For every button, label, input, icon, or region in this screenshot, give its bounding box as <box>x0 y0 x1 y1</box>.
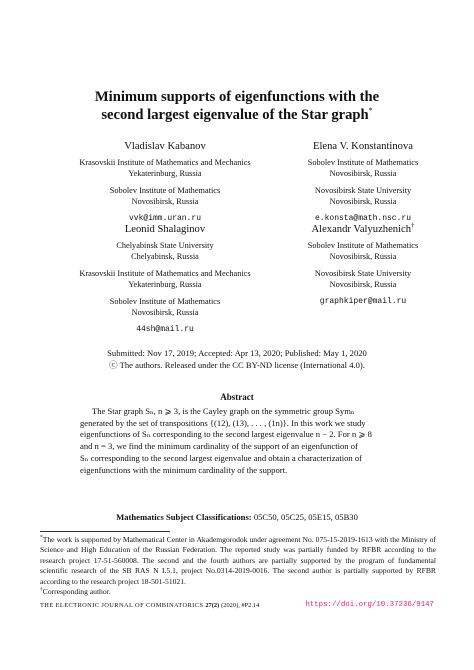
footnote-mark: * <box>40 534 43 541</box>
footnote-text: The work is supported by Mathematical Center in Akademgorodok under agreement No. 075-15-2019-1613 with the Ministry of Science and High Education of the Russian Federation. The reported study was partially funded by RFBR according to the research project 17-51-560008. The second and the fourth authors are partially supported by the program of fundamental scientific research of the SB RAS N I.5.1, project No.0314-2019-0016. The second author is partially supported by RFBR according to the research project 18-501-51021. <box>40 535 436 586</box>
affiliation-line: Sobolev Institute of Mathematics <box>109 297 221 306</box>
author-email[interactable]: graphkiper@mail.ru <box>319 297 407 306</box>
doi-link[interactable]: https://doi.org/10.37236/9147 <box>305 601 434 609</box>
author-name: Alexandr Valyuzhenich <box>311 224 412 235</box>
affiliation-line: Yekaterinburg, Russia <box>128 169 202 178</box>
abstract-line: and n = 3, we find the minimum cardinality of the support of an eigenfunction of <box>80 441 358 452</box>
author-email[interactable]: e.konsta@math.nsc.ru <box>314 214 411 223</box>
abstract-line: Sₙ corresponding to the second largest eigenvalue and obtain a characterization of <box>80 452 363 463</box>
affiliation-line: Novosibirsk, Russia <box>329 280 397 289</box>
affiliation-line: Yekaterinburg, Russia <box>128 280 202 289</box>
affiliation-line: Sobolev Institute of Mathematics <box>307 158 419 167</box>
submission-dates: Submitted: Nov 17, 2019; Accepted: Apr 13, 2020; Published: May 1, 2020 <box>107 348 367 358</box>
abstract-heading: Abstract <box>220 392 254 402</box>
affiliation-line: Krasovskii Institute of Mathematics and Mechanics <box>79 158 251 167</box>
author-block-valyuzhenich <box>270 223 456 307</box>
abstract-line: eigenfunctions with the minimum cardinality of the support. <box>80 464 288 475</box>
paper-title <box>60 88 414 124</box>
author-footnote-mark: † <box>411 221 415 230</box>
footnote-corresponding <box>40 587 436 597</box>
journal-volume: 27(2) <box>205 602 220 609</box>
author-block-konstantinova <box>270 140 456 224</box>
affiliation-line: Novosibirsk, Russia <box>329 169 397 178</box>
author-name: Elena V. Konstantinova <box>313 141 413 152</box>
footnote-mark: † <box>40 586 43 593</box>
abstract-body <box>80 406 394 476</box>
affiliation-line: Sobolev Institute of Mathematics <box>307 241 419 250</box>
affiliation-line: Novosibirsk, Russia <box>329 252 397 261</box>
abstract-line: The Star graph Sₙ, n ⩾ 3, is the Cayley graph on the symmetric group Symₙ <box>92 406 355 416</box>
title-line-2 <box>60 106 414 124</box>
abstract-line: eigenfunctions of Sₙ corresponding to the second largest eigenvalue n − 2. For n ⩾ 8 <box>80 429 372 440</box>
affiliation-line: Novosibirsk, Russia <box>329 197 397 206</box>
affiliation-line: Novosibirsk State University <box>314 186 412 195</box>
author-email[interactable]: vvk@imm.uran.ru <box>128 214 201 223</box>
license-line: ⓒ The authors. Released under the CC BY-ND license (International 4.0). <box>109 360 365 370</box>
author-block-kabanov <box>58 140 272 224</box>
author-block-shalaginov <box>58 223 272 335</box>
abstract-line: generated by the set of transpositions {(12), (13), . . . , (1n)}. In this work we study <box>80 417 366 428</box>
title-line-1: Minimum supports of eigenfunctions with the <box>94 89 380 105</box>
footnote-funding <box>40 535 436 587</box>
msc-label: Mathematics Subject Classifications: <box>116 512 252 522</box>
author-email[interactable]: 44sh@mail.ru <box>136 325 194 334</box>
msc-value: 05C50, 05C25, 05E15, 05B30 <box>253 512 358 522</box>
affiliation-line: Krasovskii Institute of Mathematics and Mechanics <box>79 269 251 278</box>
journal-issue: (2020), #P2.14 <box>221 602 260 609</box>
msc-classifications <box>80 512 394 522</box>
footnote-divider <box>40 531 170 532</box>
author-name-row <box>270 223 456 236</box>
affiliation-line: Sobolev Institute of Mathematics <box>109 186 221 195</box>
title-footnote-mark: * <box>368 106 373 116</box>
author-name: Vladislav Kabanov <box>124 141 206 152</box>
journal-name: THE ELECTRONIC JOURNAL OF COMBINATORICS <box>40 602 204 609</box>
affiliation-line: Novosibirsk, Russia <box>131 308 199 317</box>
affiliation-line: Novosibirsk State University <box>314 269 412 278</box>
author-name: Leonid Shalaginov <box>124 224 206 235</box>
affiliation-line: Chelyabinsk, Russia <box>131 252 199 261</box>
affiliation-line: Chelyabinsk State University <box>116 241 214 250</box>
journal-citation <box>40 602 259 609</box>
publication-info <box>40 347 434 371</box>
footnotes <box>40 535 436 597</box>
title-line-2-text: second largest eigenvalue of the Star graph <box>101 107 369 123</box>
footnote-text: Corresponding author. <box>42 587 111 597</box>
affiliation-line: Novosibirsk, Russia <box>131 197 199 206</box>
